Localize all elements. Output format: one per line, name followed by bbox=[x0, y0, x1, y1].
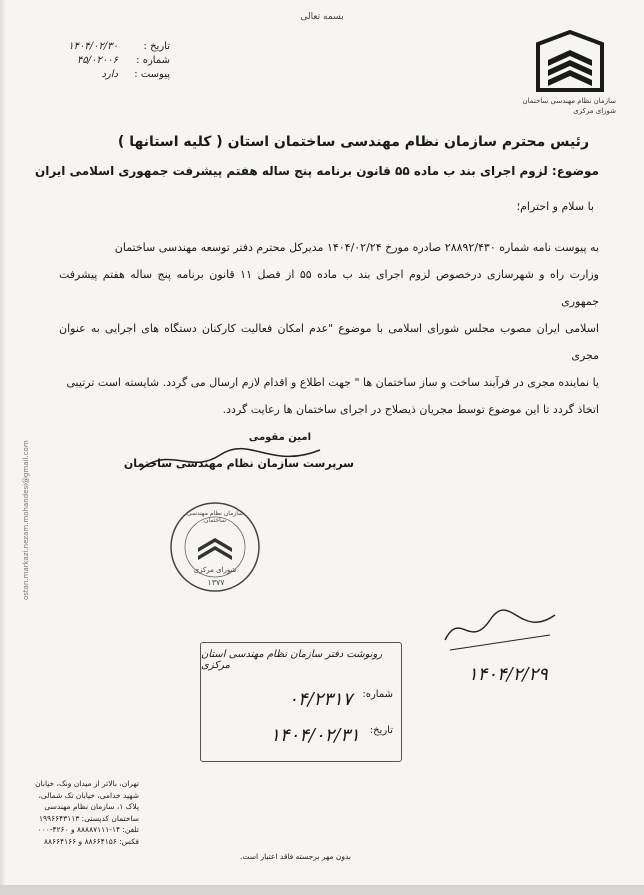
subject-label: موضوع: bbox=[551, 164, 599, 178]
meta-date-row bbox=[20, 40, 170, 54]
number-label: شماره : bbox=[136, 55, 170, 66]
date-value: ۱۴۰۴/۰۲/۳۰ bbox=[68, 41, 118, 52]
address-line: پلاک ۱، سازمان نظام مهندسی bbox=[44, 802, 139, 811]
subject-line bbox=[35, 164, 599, 178]
address-line: تلفن: ۱۴-۸۸۸۸۷۱۱۱ و ۴۲۶۰-۰۰۰ bbox=[37, 825, 139, 834]
stamp-number-value: ۰۴/۲۳۱۷ bbox=[288, 689, 353, 710]
bismillah: بسمه تعالی bbox=[300, 12, 344, 22]
body-line: اتخاذ گردد تا این موضوع توسط مجریان ذیصلاح در اجرای ساختمان ها رعایت گردد. bbox=[222, 403, 599, 416]
side-email: ostan.markazi.nezam.mohandesi@gmail.com bbox=[22, 440, 30, 600]
logo-caption bbox=[516, 96, 616, 116]
meta-number-row bbox=[20, 54, 170, 68]
address-line: فکس: ۸۸۶۶۴۱۵۶ و ۸۸۶۶۴۱۶۶ bbox=[43, 836, 139, 846]
logo-caption-line-2: شورای مرکزی bbox=[573, 107, 616, 115]
logo-caption-line-1: سازمان نظام مهندسی ساختمان bbox=[522, 97, 616, 105]
meta-attachment-row bbox=[20, 68, 170, 82]
stamp-title: رونوشت دفتر سازمان نظام مهندسی استان مرکزی bbox=[201, 649, 383, 671]
body-line: یا نماینده مجری در فرآیند ساخت و ساز ساختمان ها " جهت اطلاع و اقدام لازم ارسال می گردد. شایسته است ترتیبی bbox=[66, 376, 599, 389]
scan-shadow bbox=[0, 0, 6, 895]
recipient-heading: رئیس محترم سازمان نظام مهندسی ساختمان استان ( کلیه استانها ) bbox=[117, 134, 589, 150]
scan-bottom-edge bbox=[0, 885, 644, 895]
greeting: با سلام و احترام؛ bbox=[516, 200, 594, 213]
attachment-label: پیوست : bbox=[134, 69, 170, 80]
seal-year: ۱۳۷۷ bbox=[207, 578, 225, 587]
attachment-value: دارد bbox=[101, 69, 118, 80]
address-block bbox=[19, 778, 139, 847]
letter-body bbox=[59, 234, 599, 423]
stamp-number-label: شماره: bbox=[362, 689, 393, 700]
signer-title: سرپرست سازمان نظام مهندسی ساختمان bbox=[123, 457, 354, 470]
handwritten-signature-icon bbox=[440, 600, 560, 670]
stamp-date-row bbox=[270, 725, 393, 746]
stamp-number-row bbox=[288, 689, 393, 710]
org-logo-icon bbox=[530, 30, 610, 94]
body-line: اسلامی ایران مصوب مجلس شورای اسلامی با موضوع "عدم امکان فعالیت کارکنان دستگاه های اجرایی به عنوان مجری bbox=[59, 322, 599, 362]
seal-ring-text: سازمان نظام مهندسی ساختمان bbox=[186, 510, 244, 524]
address-line: ساختمان کدپستی: ۱۹۹۶۶۴۳۱۱۳ bbox=[39, 813, 139, 823]
body-line: به پیوست نامه شماره ۲۸۸۹۲/۴۳۰ صادره مورخ ۱۴۰۴/۰۲/۲۴ مدیرکل محترم دفتر توسعه مهندسی ساختمان bbox=[114, 241, 599, 254]
address-line: شهید خدامی، خیابان تک شمالی، bbox=[38, 790, 139, 800]
letter-meta bbox=[20, 40, 170, 82]
date-label: تاریخ : bbox=[143, 41, 170, 52]
body-line: وزارت راه و شهرسازی درخصوص لزوم اجرای بند ب ماده ۵۵ از فصل ۱۱ قانون برنامه پنج ساله هفتم پیشرفت جمهوری bbox=[59, 268, 599, 308]
stamp-date-value: ۱۴۰۴/۰۲/۳۱ bbox=[270, 725, 360, 746]
handwritten-date: ۱۴۰۴/۲/۲۹ bbox=[468, 664, 548, 685]
stamp-date-label: تاریخ: bbox=[369, 725, 393, 736]
number-value: ۴۵/۰۲۰۰۶ bbox=[77, 55, 118, 66]
address-line: تهران، بالاتر از میدان ونک، خیابان bbox=[35, 779, 139, 788]
footer-note: بدون مهر برجسته فاقد اعتبار است. bbox=[240, 852, 352, 861]
received-stamp bbox=[200, 642, 402, 762]
seal-inner-text: شورای مرکزی bbox=[193, 566, 237, 574]
signer-name: امین مقومی bbox=[248, 432, 311, 443]
subject-text: لزوم اجرای بند ب ماده ۵۵ قانون برنامه پنج ساله هفتم پیشرفت جمهوری اسلامی ایران bbox=[34, 164, 548, 178]
